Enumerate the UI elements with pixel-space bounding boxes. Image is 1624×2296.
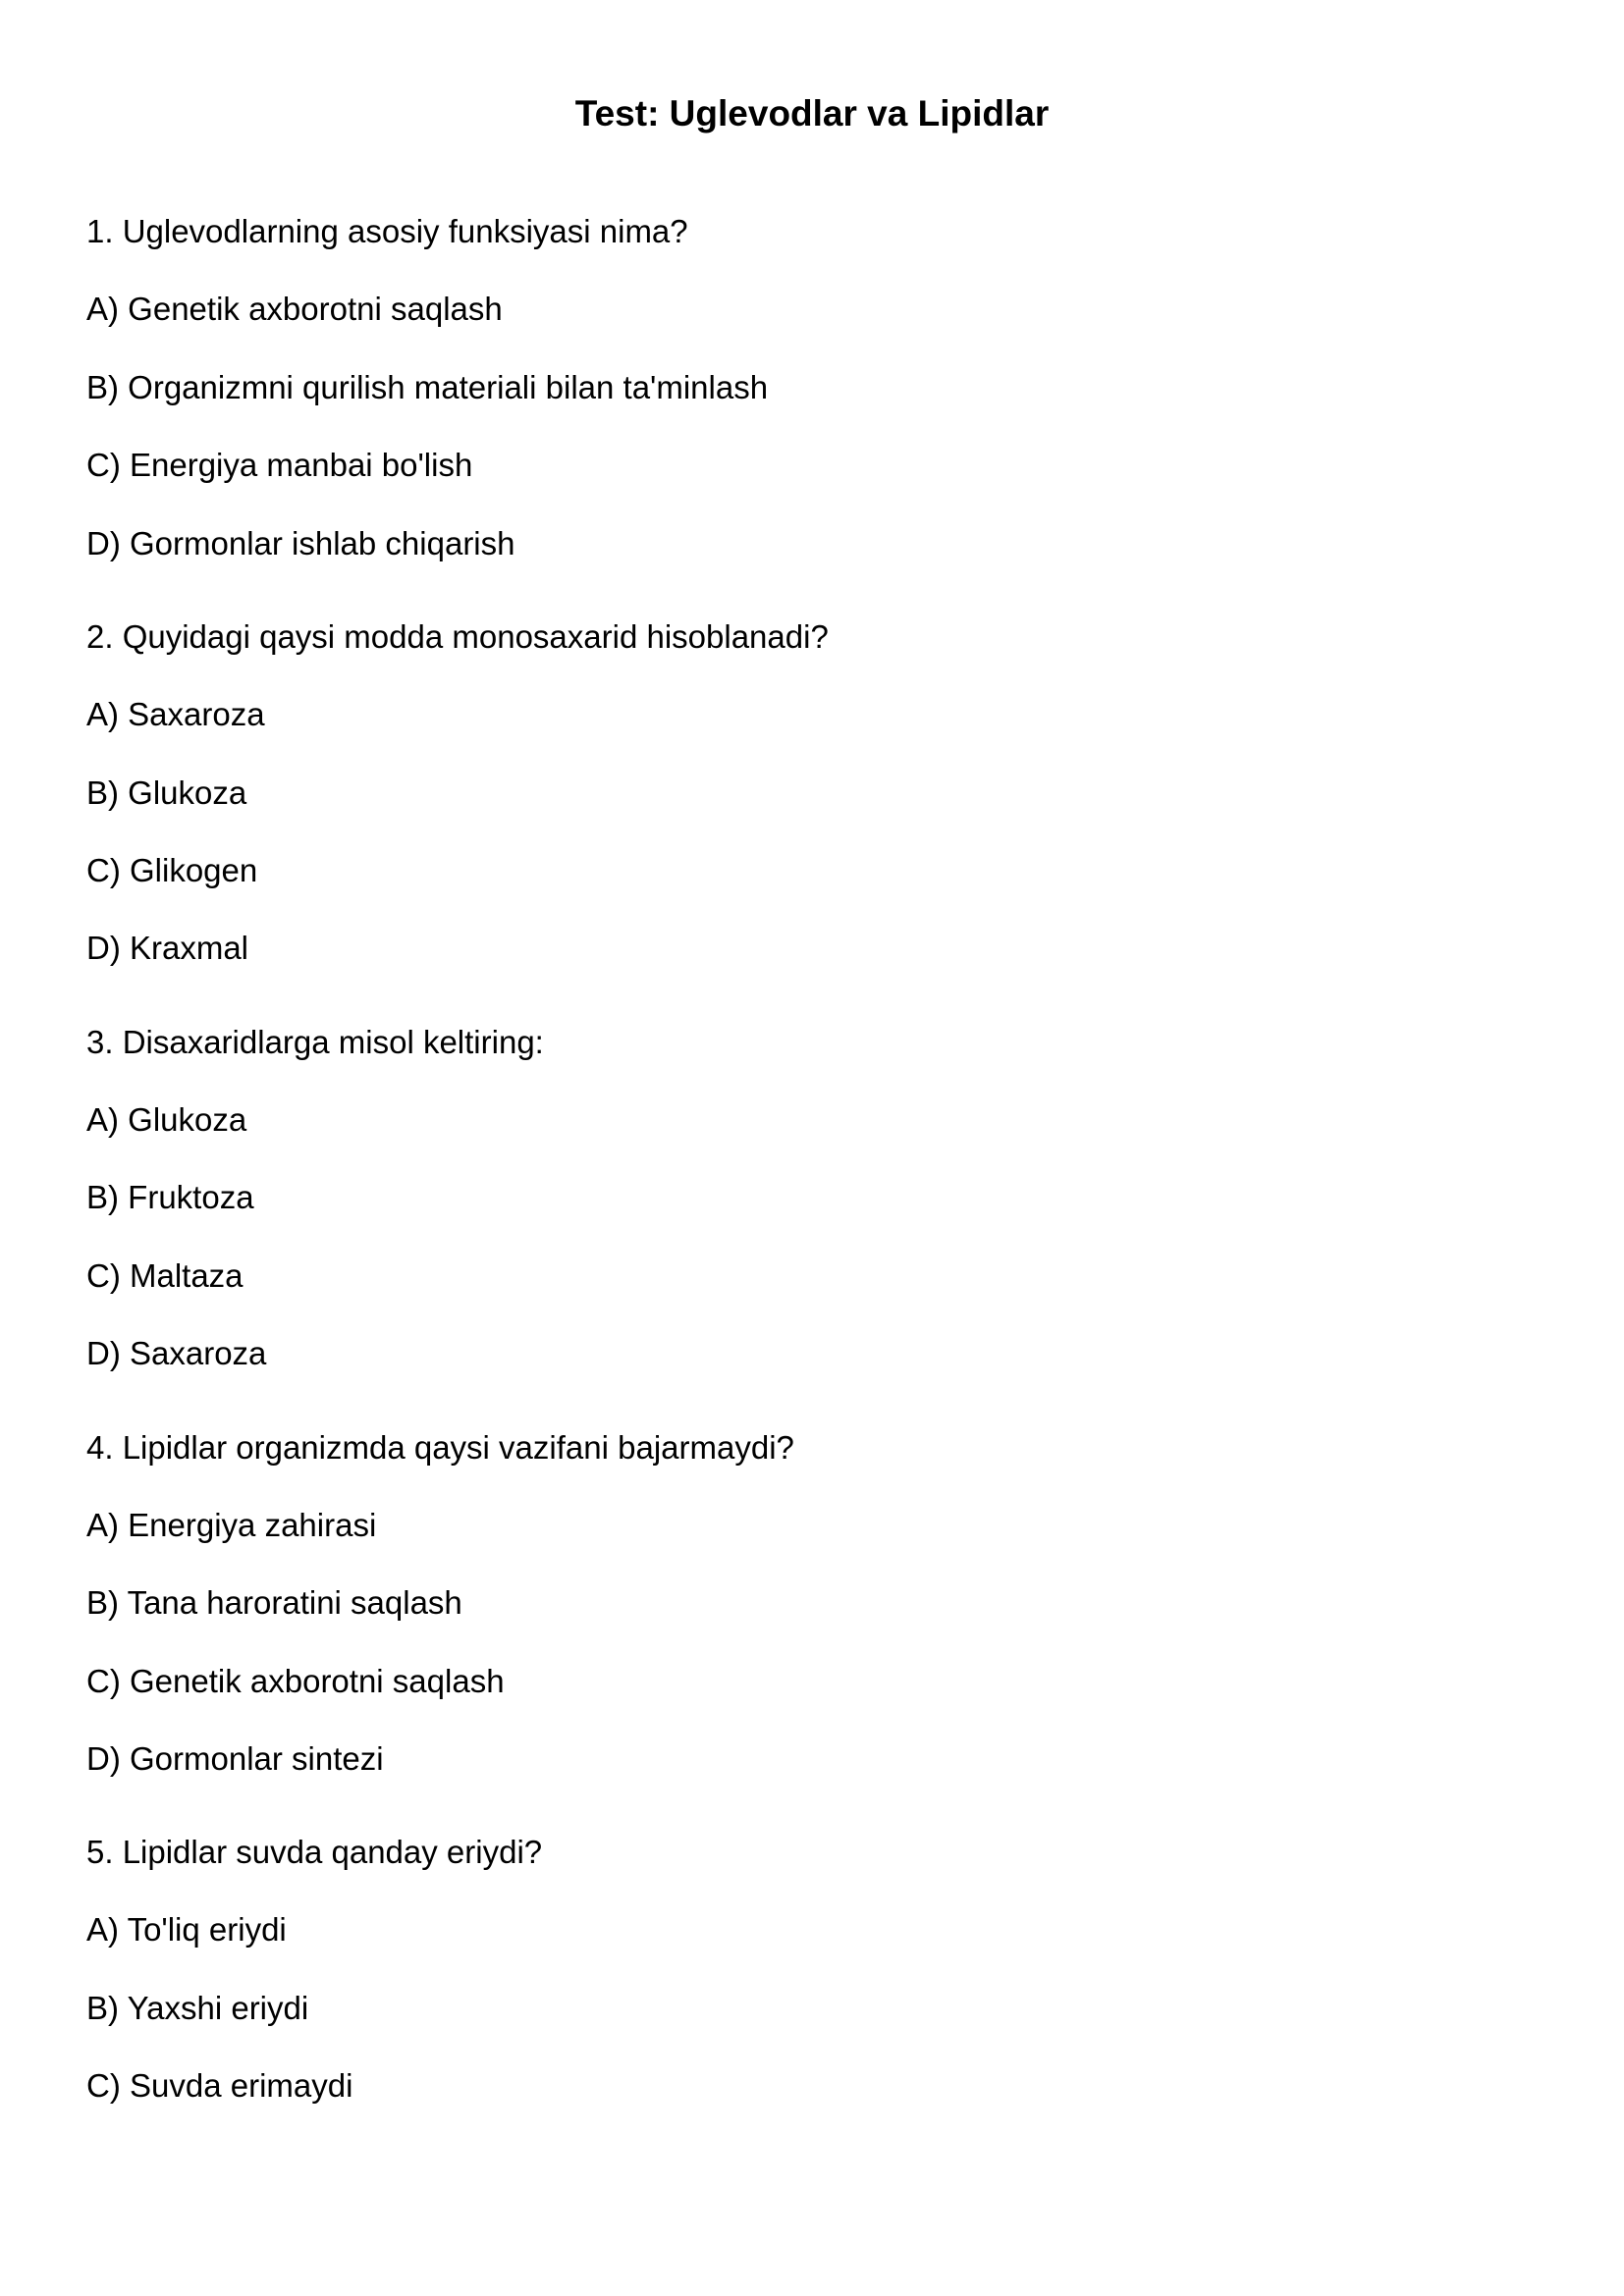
question-1-option-d: D) Gormonlar ishlab chiqarish [86,525,515,561]
document-title: Test: Uglevodlar va Lipidlar [574,93,1050,133]
question-5-option-c: C) Suvda erimaydi [86,2067,353,2104]
question-2-option-c: C) Glikogen [86,852,258,888]
question-4-option-c: C) Genetik axborotni saqlash [86,1663,505,1699]
question-5-option-a: A) To'liq eriydi [86,1911,287,1948]
question-1-option-b: B) Organizmni qurilish materiali bilan ta'minlash [86,369,769,405]
question-2-text: 2. Quyidagi qaysi modda monosaxarid hisoblanadi? [86,618,829,655]
question-1-text: 1. Uglevodlarning asosiy funksiyasi nima? [86,213,688,249]
question-1-option-c: C) Energiya manbai bo'lish [86,447,473,483]
question-5-option-b: B) Yaxshi eriydi [86,1990,309,2026]
question-4-text: 4. Lipidlar organizmda qaysi vazifani bajarmaydi? [86,1429,794,1466]
question-3-option-a: A) Glukoza [86,1101,247,1138]
question-4-option-a: A) Energiya zahirasi [86,1507,377,1543]
question-5-text: 5. Lipidlar suvda qanday eriydi? [86,1834,543,1870]
question-4-option-d: D) Gormonlar sintezi [86,1740,384,1777]
question-2-option-b: B) Glukoza [86,774,247,811]
question-3-option-d: D) Saxaroza [86,1335,267,1371]
question-2-option-d: D) Kraxmal [86,930,249,966]
question-3-option-c: C) Maltaza [86,1257,244,1294]
question-3-option-b: B) Fruktoza [86,1179,254,1215]
question-4-option-b: B) Tana haroratini saqlash [86,1584,462,1621]
question-2-option-a: A) Saxaroza [86,696,265,732]
question-3-text: 3. Disaxaridlarga misol keltiring: [86,1024,544,1060]
question-1-option-a: A) Genetik axborotni saqlash [86,291,503,327]
